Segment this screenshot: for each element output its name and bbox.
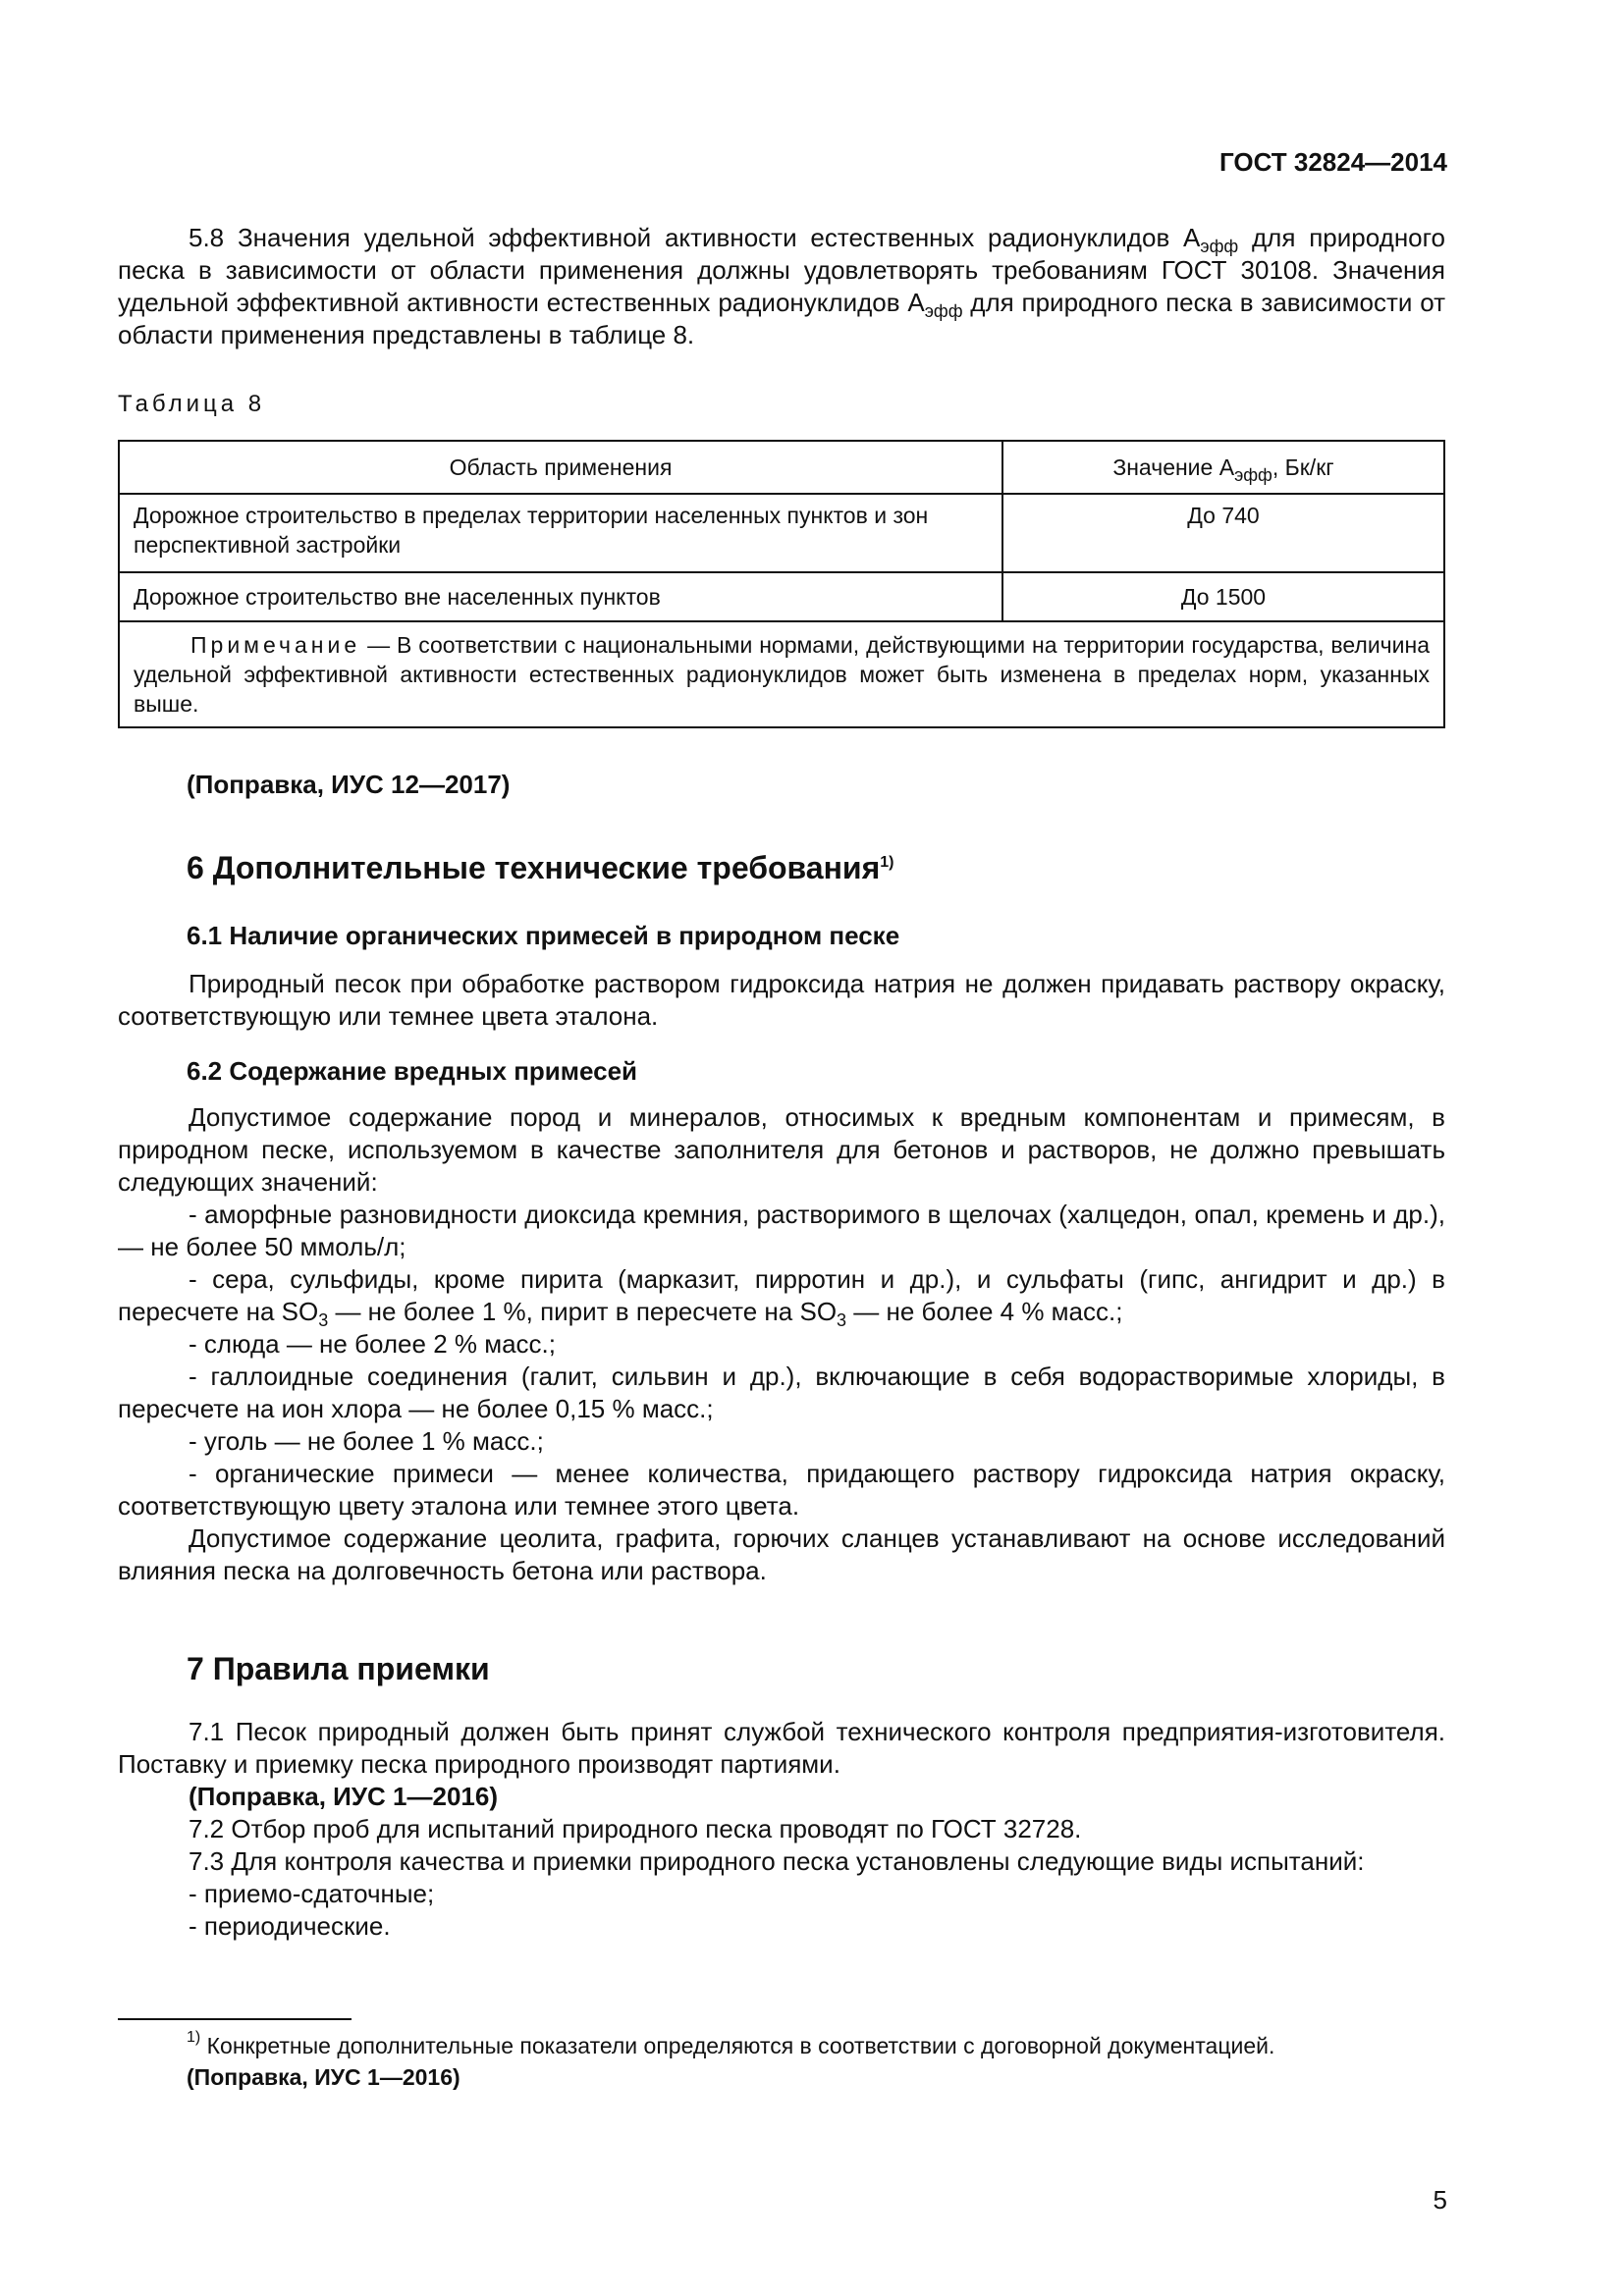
list-item: - органические примеси — менее количества, придающего раствору гидроксида натрия окраску, соответствующую цвету эталона или темнее этого цвета. <box>118 1459 1445 1521</box>
table-note: Примечание — В соответствии с национальными нормами, действующими на территории государства, величина удельной эффективной активности естественных радионуклидов может быть изменена в пределах норм, указанных выше. <box>119 621 1444 727</box>
paragraph-5-8: 5.8 Значения удельной эффективной активности естественных радионуклидов $А_{эфф}$ для природного песка в зависимости от области применения должны удовлетворять требованиям ГОСТ 30108. Значения удельной эффективной активности естественных радионуклидов $А_{эфф}$ для природного песка в зависимости от области применения представлены в таблице 8. <box>118 223 1446 349</box>
list-item: - галлоидные соединения (галит, сильвин и др.), включающие в себя водорастворимые хлориды, в пересчете на ион хлора — не более 0,15 % масс.; <box>118 1362 1445 1423</box>
paragraph-6-1: Природный песок при обработке раствором гидроксида натрия не должен придавать раствору окраску, соответствующую или темнее цвета эталона. <box>118 969 1445 1031</box>
list-item: - сера, сульфиды, кроме пирита (марказит, пирротин и др.), и сульфаты (гипс, ангидрит и др.) в пересчете на $SO_3$ — не более 1 %, пирит в пересчете на $SO_3$ — не более 4 % масс.; <box>118 1264 1445 1330</box>
page-number: 5 <box>1433 2185 1447 2215</box>
table-row <box>119 494 1444 572</box>
table-8 <box>118 440 1445 728</box>
section-6-2-heading: 6.2 Содержание вредных примесей <box>187 1056 638 1086</box>
correction-note: (Поправка, ИУС 12—2017) <box>187 770 511 799</box>
cell-value: До 1500 <box>1002 572 1444 621</box>
list-item: - уголь — не более 1 % масс.; <box>189 1426 544 1456</box>
footnote: $^{1)}$ Конкретные дополнительные показатели определяются в соответствии с договорной документацией. (Поправка, ИУС 1—2016) <box>187 2030 1453 2093</box>
section-6-1-heading: 6.1 Наличие органических примесей в природном песке <box>187 921 900 950</box>
section-7-body: 7.1 Песок природный должен быть принят службой технического контроля предприятия-изготовителя. Поставку и приемку песка природного производят партиями. (Поправка, ИУС 1—2016) 7.2 Отбор проб для испытаний природного песка проводят по ГОСТ 32728. 7.3 Для контроля качества и приемки природного песка установлены следующие виды испытаний: - приемо-сдаточные; - периодические. <box>118 1717 1445 1941</box>
document-id: ГОСТ 32824—2014 <box>1219 147 1447 177</box>
table-title: Таблица 8 <box>118 391 266 417</box>
section-6-heading: 6 Дополнительные технические требования$^{1)}$ <box>187 850 894 885</box>
correction-note: (Поправка, ИУС 1—2016) <box>189 1782 498 1811</box>
col-header-area: Область применения <box>119 441 1002 494</box>
table-note-row <box>119 621 1444 727</box>
list-item: - слюда — не более 2 % масс.; <box>189 1329 557 1359</box>
section-7-heading: 7 Правила приемки <box>187 1651 490 1686</box>
correction-note: (Поправка, ИУС 1—2016) <box>187 2064 460 2090</box>
cell-area: Дорожное строительство вне населенных пунктов <box>119 572 1002 621</box>
list-item: - приемо-сдаточные; <box>189 1879 435 1908</box>
col-header-value: Значение $А_{эфф}$, Бк/кг <box>1002 441 1444 494</box>
cell-value: До 740 <box>1002 494 1444 572</box>
table-row <box>119 572 1444 621</box>
table-header-row <box>119 441 1444 494</box>
footnote-divider <box>118 2018 352 2020</box>
list-item: - периодические. <box>189 1911 391 1941</box>
paragraph-6-2: Допустимое содержание пород и минералов, относимых к вредным компонентам и примесям, в природном песке, используемом в качестве заполнителя для бетонов и растворов, не должно превышать следующих значений: - аморфные разновидности диоксида кремния, растворимого в щелочах (халцедон, опал, кремень и др.), — не более 50 ммоль/л; - сера, сульфиды, кроме пирита (марказит, пирротин и др.), и сульфаты (гипс, ангидрит и др.) в пересчете на $SO_3$ — не более 1 %, пирит в пересчете на $SO_3$ — не более 4 % масс.; - слюда — не более 2 % масс.; - галлоидные соединения (галит, сильвин и др.), включающие в себя водорастворимые хлориды, в пересчете на ион хлора — не более 0,15 % масс.; - уголь — не более 1 % масс.; - органические примеси — менее количества, придающего раствору гидроксида натрия окраску, соответствующую цвету эталона или темнее этого цвета. Допустимое содержание цеолита, графита, горючих сланцев устанавливают на основе исследований влияния песка на долговечность бетона или раствора. <box>118 1102 1445 1585</box>
cell-area: Дорожное строительство в пределах территории населенных пунктов и зон перспективной застройки <box>119 494 1002 572</box>
list-item: - аморфные разновидности диоксида кремния, растворимого в щелочах (халцедон, опал, кремень и др.), — не более 50 ммоль/л; <box>118 1200 1445 1261</box>
